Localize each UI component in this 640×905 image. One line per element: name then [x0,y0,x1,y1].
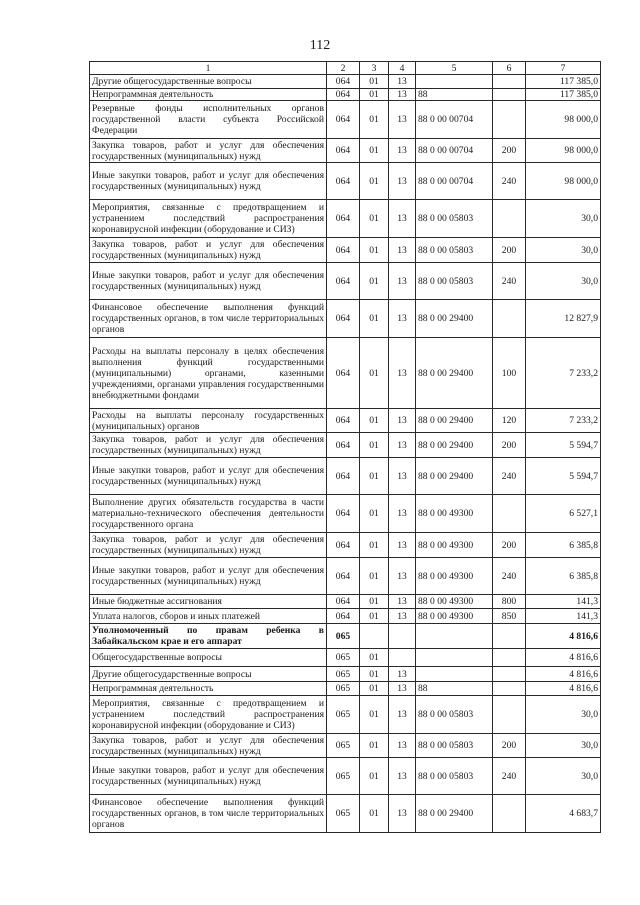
row-code-section: 01 [360,758,389,795]
row-code-target: 88 0 00 49300 [416,609,493,624]
row-code-section: 01 [360,433,389,458]
table-row [90,682,601,696]
row-code-admin: 064 [327,200,360,238]
row-code-expense [493,795,526,833]
row-code-admin: 064 [327,101,360,139]
row-name: Непрограммная деятельность [90,682,327,696]
table-body [90,75,601,833]
row-amount: 6 385,8 [526,533,601,558]
row-amount: 30,0 [526,200,601,238]
row-code-section: 01 [360,238,389,263]
row-code-subsection: 13 [389,139,416,163]
table-row [90,649,601,667]
row-code-target [416,649,493,667]
row-code-target: 88 0 00 49300 [416,533,493,558]
row-code-subsection: 13 [389,495,416,533]
row-amount: 6 527,1 [526,495,601,533]
row-code-subsection: 13 [389,682,416,696]
row-code-admin: 064 [327,89,360,101]
row-code-subsection: 13 [389,433,416,458]
row-code-section: 01 [360,101,389,139]
table-row [90,101,601,139]
header-cell: 7 [526,62,601,75]
row-code-target: 88 0 00 00704 [416,139,493,163]
row-name: Финансовое обеспечение выполнения функций государственных органов, в том числе территориальных органов [90,300,327,338]
table-row [90,139,601,163]
row-code-target: 88 0 00 05803 [416,200,493,238]
row-code-subsection: 13 [389,409,416,433]
row-code-section: 01 [360,263,389,300]
table-row [90,667,601,682]
row-code-admin: 064 [327,609,360,624]
row-code-subsection: 13 [389,734,416,758]
row-amount: 141,3 [526,609,601,624]
row-name: Закупка товаров, работ и услуг для обеспечения государственных (муниципальных) нужд [90,433,327,458]
row-code-target: 88 0 00 29400 [416,409,493,433]
row-code-admin: 064 [327,263,360,300]
row-code-admin: 064 [327,338,360,409]
row-code-section [360,624,389,649]
row-code-expense [493,300,526,338]
row-amount: 12 827,9 [526,300,601,338]
row-name: Закупка товаров, работ и услуг для обеспечения государственных (муниципальных) нужд [90,139,327,163]
header-cell: 5 [416,62,493,75]
table-row [90,595,601,609]
row-code-target: 88 0 00 29400 [416,433,493,458]
row-name: Иные закупки товаров, работ и услуг для обеспечения государственных (муниципальных) нужд [90,163,327,200]
row-code-subsection: 13 [389,458,416,495]
table-row [90,409,601,433]
row-code-section: 01 [360,609,389,624]
row-code-admin: 064 [327,163,360,200]
row-name: Расходы на выплаты персоналу государственных (муниципальных) органов [90,409,327,433]
row-code-subsection: 13 [389,795,416,833]
row-code-section: 01 [360,667,389,682]
table-row [90,200,601,238]
row-code-subsection: 13 [389,558,416,595]
row-amount: 98 000,0 [526,101,601,139]
row-name: Другие общегосударственные вопросы [90,75,327,89]
row-name: Финансовое обеспечение выполнения функций государственных органов, в том числе территориальных органов [90,795,327,833]
row-code-expense [493,89,526,101]
row-code-admin: 065 [327,682,360,696]
row-code-target: 88 0 00 29400 [416,300,493,338]
row-amount: 117 385,0 [526,75,601,89]
row-code-target [416,75,493,89]
table-row [90,758,601,795]
row-code-expense [493,101,526,139]
row-code-expense [493,649,526,667]
row-code-subsection [389,624,416,649]
row-code-subsection: 13 [389,238,416,263]
row-amount: 30,0 [526,758,601,795]
table-row [90,263,601,300]
row-code-admin: 065 [327,696,360,734]
row-code-admin: 064 [327,139,360,163]
row-code-section: 01 [360,139,389,163]
table-header-row [90,62,601,75]
row-amount: 4 816,6 [526,667,601,682]
row-code-target: 88 0 00 00704 [416,163,493,200]
row-code-target: 88 0 00 49300 [416,595,493,609]
row-code-section: 01 [360,409,389,433]
row-code-section: 01 [360,595,389,609]
row-name: Иные закупки товаров, работ и услуг для обеспечения государственных (муниципальных) нужд [90,558,327,595]
row-code-admin: 064 [327,533,360,558]
row-code-expense: 200 [493,533,526,558]
row-code-section: 01 [360,200,389,238]
row-code-subsection: 13 [389,163,416,200]
row-name: Иные закупки товаров, работ и услуг для обеспечения государственных (муниципальных) нужд [90,458,327,495]
row-code-section: 01 [360,649,389,667]
row-code-admin: 064 [327,458,360,495]
row-code-expense: 200 [493,734,526,758]
row-code-admin: 064 [327,409,360,433]
row-code-admin: 065 [327,758,360,795]
row-code-expense: 200 [493,139,526,163]
row-code-section: 01 [360,696,389,734]
row-code-expense: 240 [493,758,526,795]
row-code-target [416,624,493,649]
row-code-target: 88 0 00 05803 [416,696,493,734]
header-cell: 2 [327,62,360,75]
row-code-subsection [389,649,416,667]
table-row [90,696,601,734]
table-row [90,734,601,758]
row-code-section: 01 [360,795,389,833]
row-name: Непрограммная деятельность [90,89,327,101]
row-name: Иные закупки товаров, работ и услуг для обеспечения государственных (муниципальных) нужд [90,758,327,795]
row-code-target: 88 0 00 29400 [416,338,493,409]
row-code-admin: 064 [327,433,360,458]
row-code-subsection: 13 [389,533,416,558]
row-code-admin: 065 [327,624,360,649]
row-code-admin: 065 [327,734,360,758]
row-code-target [416,667,493,682]
row-amount: 141,3 [526,595,601,609]
row-code-subsection: 13 [389,263,416,300]
row-code-subsection: 13 [389,200,416,238]
row-code-expense: 240 [493,458,526,495]
row-code-expense: 850 [493,609,526,624]
row-code-section: 01 [360,682,389,696]
table-row [90,624,601,649]
row-name: Резервные фонды исполнительных органов государственной власти субъекта Российской Федерации [90,101,327,139]
row-name: Закупка товаров, работ и услуг для обеспечения государственных (муниципальных) нужд [90,533,327,558]
row-code-expense [493,200,526,238]
row-code-subsection: 13 [389,300,416,338]
row-code-subsection: 13 [389,338,416,409]
row-code-subsection: 13 [389,89,416,101]
row-code-section: 01 [360,300,389,338]
row-code-target: 88 0 00 05803 [416,758,493,795]
table-row [90,433,601,458]
row-code-admin: 065 [327,667,360,682]
row-name: Уплата налогов, сборов и иных платежей [90,609,327,624]
page-number: 112 [309,38,331,53]
row-code-admin: 064 [327,75,360,89]
row-code-target: 88 0 00 49300 [416,558,493,595]
row-code-target: 88 [416,89,493,101]
row-amount: 5 594,7 [526,433,601,458]
header-cell: 1 [90,62,327,75]
row-name: Мероприятия, связанные с предотвращением и устранением последствий распространения коронавирусной инфекции (оборудование и СИЗ) [90,696,327,734]
row-code-target: 88 0 00 05803 [416,238,493,263]
row-code-target: 88 0 00 29400 [416,795,493,833]
row-amount: 30,0 [526,238,601,263]
row-code-expense [493,696,526,734]
row-code-section: 01 [360,495,389,533]
table-row [90,558,601,595]
row-name: Выполнение других обязательств государства в части материально-технического обеспечения деятельности государственного органа [90,495,327,533]
row-amount: 30,0 [526,696,601,734]
row-code-expense [493,667,526,682]
row-code-expense [493,75,526,89]
row-code-target: 88 0 00 05803 [416,734,493,758]
row-code-admin: 064 [327,300,360,338]
row-code-section: 01 [360,89,389,101]
row-name: Закупка товаров, работ и услуг для обеспечения государственных (муниципальных) нужд [90,238,327,263]
row-code-subsection: 13 [389,101,416,139]
row-code-section: 01 [360,734,389,758]
row-code-admin: 064 [327,495,360,533]
row-code-expense [493,624,526,649]
row-code-admin: 064 [327,238,360,263]
row-code-expense: 200 [493,433,526,458]
row-amount: 4 816,6 [526,649,601,667]
row-code-subsection: 13 [389,75,416,89]
row-code-section: 01 [360,75,389,89]
row-code-admin: 065 [327,649,360,667]
row-amount: 30,0 [526,734,601,758]
row-name: Иные закупки товаров, работ и услуг для обеспечения государственных (муниципальных) нужд [90,263,327,300]
row-code-admin: 064 [327,595,360,609]
table-row [90,238,601,263]
row-code-admin: 065 [327,795,360,833]
row-amount: 7 233,2 [526,409,601,433]
row-name: Уполномоченный по правам ребенка в Забайкальском крае и его аппарат [90,624,327,649]
table-row [90,609,601,624]
header-cell: 6 [493,62,526,75]
header-cell: 4 [389,62,416,75]
row-code-section: 01 [360,338,389,409]
row-code-subsection: 13 [389,595,416,609]
row-code-expense: 120 [493,409,526,433]
row-code-target: 88 0 00 29400 [416,458,493,495]
row-code-section: 01 [360,458,389,495]
row-code-expense [493,495,526,533]
budget-table [89,61,601,833]
row-code-subsection: 13 [389,667,416,682]
row-amount: 4 683,7 [526,795,601,833]
row-amount: 5 594,7 [526,458,601,495]
row-code-subsection: 13 [389,609,416,624]
row-amount: 98 000,0 [526,163,601,200]
row-code-section: 01 [360,533,389,558]
row-code-target: 88 0 00 49300 [416,495,493,533]
table-row [90,795,601,833]
row-code-section: 01 [360,558,389,595]
row-code-expense: 240 [493,558,526,595]
row-code-subsection: 13 [389,758,416,795]
header-cell: 3 [360,62,389,75]
table-row [90,533,601,558]
table-row [90,338,601,409]
table-row [90,89,601,101]
row-code-section: 01 [360,163,389,200]
row-name: Другие общегосударственные вопросы [90,667,327,682]
row-code-admin: 064 [327,558,360,595]
row-amount: 30,0 [526,263,601,300]
table-row [90,75,601,89]
row-code-target: 88 0 00 05803 [416,263,493,300]
row-name: Иные бюджетные ассигнования [90,595,327,609]
row-name: Мероприятия, связанные с предотвращением и устранением последствий распространения коронавирусной инфекции (оборудование и СИЗ) [90,200,327,238]
row-amount: 4 816,6 [526,624,601,649]
row-amount: 4 816,6 [526,682,601,696]
table-row [90,300,601,338]
row-name: Расходы на выплаты персоналу в целях обеспечения выполнения функций государственными (муниципальными) органами, казенными учреждениями, органами управления государственными внебюджетными фондами [90,338,327,409]
row-amount: 6 385,8 [526,558,601,595]
row-amount: 7 233,2 [526,338,601,409]
row-name: Общегосударственные вопросы [90,649,327,667]
row-name: Закупка товаров, работ и услуг для обеспечения государственных (муниципальных) нужд [90,734,327,758]
row-code-expense: 240 [493,263,526,300]
row-code-expense: 800 [493,595,526,609]
row-code-target: 88 0 00 00704 [416,101,493,139]
row-code-expense: 240 [493,163,526,200]
row-code-subsection: 13 [389,696,416,734]
row-code-expense: 100 [493,338,526,409]
row-code-expense: 200 [493,238,526,263]
table-row [90,458,601,495]
row-amount: 98 000,0 [526,139,601,163]
table-row [90,163,601,200]
row-amount: 117 385,0 [526,89,601,101]
row-code-target: 88 [416,682,493,696]
table-row [90,495,601,533]
row-code-expense [493,682,526,696]
